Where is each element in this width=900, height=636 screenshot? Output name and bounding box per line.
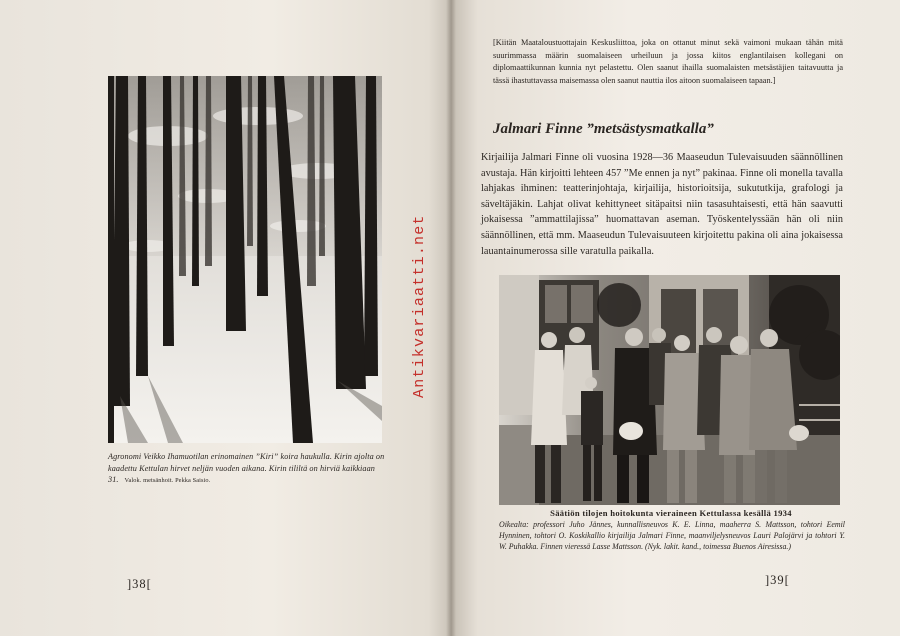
photo-title: Säätiön tilojen hoitokunta vieraineen Kettulassa kesällä 1934 bbox=[550, 508, 792, 518]
body-paragraph: Kirjailija Jalmari Finne oli vuosina 1928—36 Maaseudun Tulevaisuuden säännöllinen avustaja. Hän kirjoitti lehteen 457 ”Me ennen ja nyt” pakinaa. Finne oli monella tavalla lahjakas ihminen: teatterinjohtaja, kirjailija, historioitsija, sukututkija, grafologi ja säveltäjäkin. Lahjat olivat kehittyneet sitäpaitsi niin tasasuhtaisesti, että hän saavutti jokaisessa ”ammattilajissa” huomattavan aseman. Työskentelyssään hän oli niin säännöllinen, että mm. Maaseudun Tulevaisuuteen kirjoitettu pakina oli aina jokaisessa lauantainumerossa sille varatulla paikalla. bbox=[481, 152, 843, 257]
section-heading: Jalmari Finne ”metsästysmatkalla” bbox=[493, 121, 714, 137]
page-number: ]38[ bbox=[127, 577, 152, 591]
caption-text: Agronomi Veikko Ihamuotilan erinomainen ”Kiri” koira haukulla. Kirin ajolta on kaadettu Kettulan hirvet neljän vuoden aikana. Kirin tililtä on hirviä kaikkiaan 31. bbox=[108, 452, 385, 485]
forest-snow-photo bbox=[108, 76, 382, 443]
photo-caption-right: Oikealta: professori Juho Jännes, kunnallisneuvos K. E. Linna, maaherra S. Mattsson, tohtori Eemil Hynninen, tohtori O. Koskikallio kirjailija Jalmari Finne, maanviljelysneuvos Lauri Palojärvi ja tohtori Y. W. Puhakka. Finnen vieressä Lasse Mattsson. (Nyk. lakit. kand., toimessa Buenos Airesissa.) bbox=[499, 520, 845, 552]
watermark-text: Antikvariaatti.net bbox=[411, 214, 428, 398]
group-photo bbox=[499, 275, 840, 505]
book-gutter bbox=[446, 0, 456, 636]
page-number-right: ]39[ bbox=[765, 573, 790, 587]
photo-caption bbox=[108, 451, 386, 487]
intro-note: [Kiitän Maataloustuottajain Keskusliittoa, joka on ottanut minut sekä vaimoni mukaan tähän mitä suurimmassa määrin suomalaiseen urheiluun ja jossa kiitos englantilaisen kollegani on diplomaattikunnan kunnia nyt pelastettu. Olen saanut ihailla suomalaisten metsästäjien taitavuutta ja tässä ihastuttavassa maisemassa olen saanut nauttia ilos aitoon suomalaiseen tapaan.] bbox=[493, 38, 843, 86]
photo-credit: Valok. metsänhoit. Pekka Saisio. bbox=[124, 477, 211, 485]
